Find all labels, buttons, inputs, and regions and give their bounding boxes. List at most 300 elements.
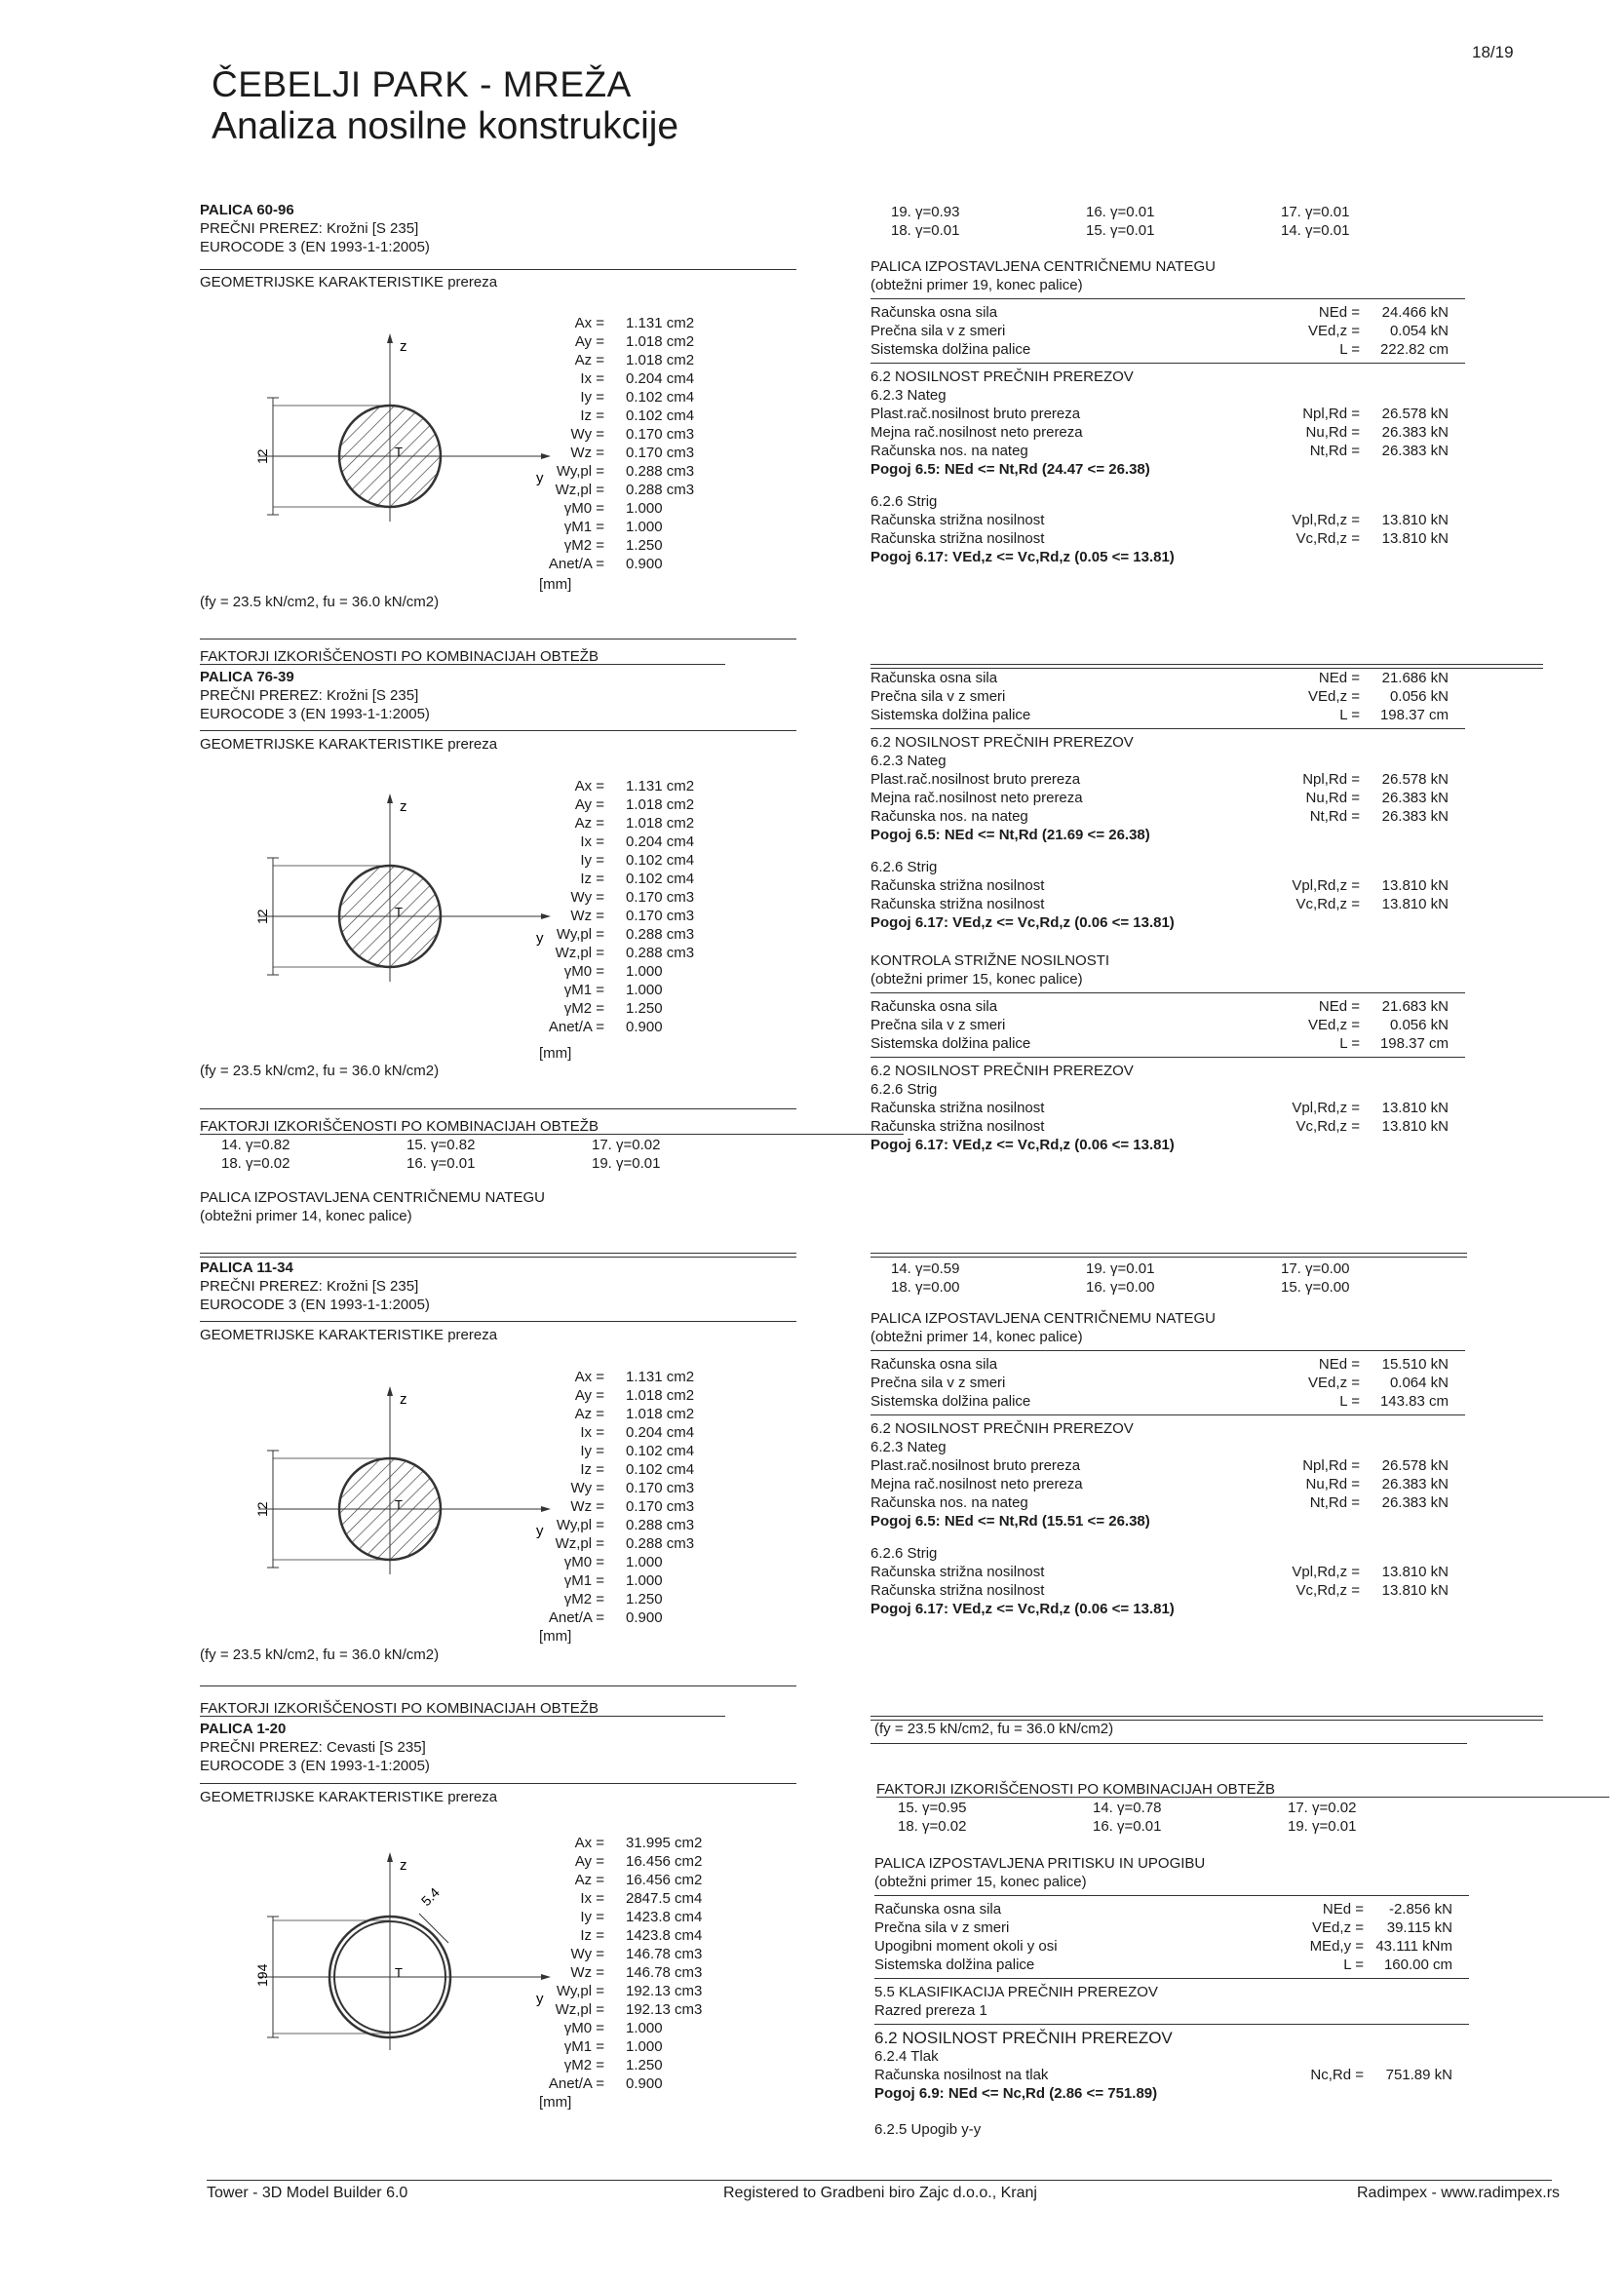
property-value: 1.000: [626, 2020, 663, 2036]
divider: [200, 1685, 796, 1686]
material-strength: (fy = 23.5 kN/cm2, fu = 36.0 kN/cm2): [200, 594, 440, 610]
case-title: PALICA IZPOSTAVLJENA CENTRIČNEMU NATEGU: [200, 1189, 545, 1206]
property-key: Ix =: [580, 370, 604, 387]
property-value: 1.018 cm2: [626, 796, 695, 813]
axis-y-label: y: [536, 1523, 544, 1539]
case-subtitle: (obtežni primer 14, konec palice): [870, 1329, 1083, 1345]
property-row: [531, 907, 743, 925]
result-symbol: NEd =: [1318, 998, 1360, 1015]
result-value: 26.383 kN: [1381, 1494, 1449, 1511]
result-value: 13.810 kN: [1381, 530, 1449, 547]
property-row: [531, 499, 743, 518]
result-value: 13.810 kN: [1381, 512, 1449, 528]
property-key: Ix =: [580, 1890, 604, 1907]
divider: [870, 728, 1465, 729]
property-key: Wy =: [570, 426, 604, 443]
result-symbol: VEd,z =: [1308, 323, 1360, 339]
result-label: Računska osna sila: [870, 670, 998, 686]
result-row: [870, 1392, 1465, 1411]
property-row: [531, 369, 743, 388]
divider: [870, 1057, 1465, 1058]
result-label: Sistemska dolžina palice: [870, 707, 1031, 723]
property-value: 1.018 cm2: [626, 333, 695, 350]
property-value: 0.170 cm3: [626, 1498, 695, 1515]
property-row: [531, 1405, 743, 1423]
section-palica-11-34: [200, 1259, 430, 1314]
utilization-factor: 14. γ=0.82: [221, 1137, 290, 1153]
result-symbol: Vc,Rd,z =: [1295, 1582, 1360, 1599]
property-row: [531, 1553, 743, 1571]
result-value: 26.383 kN: [1381, 790, 1449, 806]
property-key: Ax =: [574, 1835, 604, 1851]
property-row: [531, 1908, 743, 1926]
property-value: 1423.8 cm4: [626, 1909, 703, 1925]
utilization-factor: 19. γ=0.01: [1086, 1260, 1155, 1277]
property-value: 192.13 cm3: [626, 1983, 703, 1999]
footer-registration: Registered to Gradbeni biro Zajc d.o.o., Kranj: [723, 2185, 1037, 2201]
result-value: -2.856 kN: [1388, 1901, 1452, 1918]
result-row: [870, 529, 1465, 548]
property-key: Wy,pl =: [556, 926, 604, 943]
result-row: [870, 1563, 1465, 1581]
result-row: [870, 876, 1465, 895]
property-key: Ax =: [574, 1369, 604, 1385]
axis-z-label: z: [400, 798, 407, 815]
divider: [200, 1253, 796, 1258]
result-symbol: Nu,Rd =: [1305, 1476, 1360, 1492]
property-key: γM2 =: [563, 1591, 604, 1608]
property-value: 0.900: [626, 1019, 663, 1035]
result-value: 751.89 kN: [1385, 2067, 1452, 2083]
property-row: [531, 462, 743, 481]
section-title: PALICA 76-39: [200, 669, 294, 685]
property-key: γM0 =: [563, 1554, 604, 1570]
case-title: PALICA IZPOSTAVLJENA PRITISKU IN UPOGIBU: [874, 1855, 1206, 1872]
result-value: 26.383 kN: [1381, 808, 1449, 825]
result-symbol: NEd =: [1318, 670, 1360, 686]
utilization-factor: 19. γ=0.01: [1288, 1818, 1357, 1835]
property-row: [531, 944, 743, 962]
property-row: [531, 2000, 743, 2019]
property-key: γM2 =: [563, 1000, 604, 1017]
result-row: [870, 322, 1465, 340]
property-value: 0.170 cm3: [626, 445, 695, 461]
result-value: 26.578 kN: [1381, 1457, 1449, 1474]
property-row: [531, 1423, 743, 1442]
property-row: [531, 1442, 743, 1460]
result-row: [870, 1117, 1465, 1136]
property-value: 146.78 cm3: [626, 1964, 703, 1981]
property-key: Az =: [574, 352, 604, 368]
property-value: 146.78 cm3: [626, 1946, 703, 1962]
property-value: 1.018 cm2: [626, 1406, 695, 1422]
page-number: 18/19: [1472, 43, 1514, 61]
property-value: 0.102 cm4: [626, 1443, 695, 1459]
result-label: Mejna rač.nosilnost neto prereza: [870, 1476, 1083, 1492]
utilization-factors: [200, 1117, 777, 1225]
property-row: [531, 425, 743, 444]
section-title: PALICA 11-34: [200, 1259, 293, 1276]
result-value: 39.115 kN: [1386, 1919, 1452, 1936]
result-value: 13.810 kN: [1381, 1564, 1449, 1580]
property-key: γM1 =: [563, 519, 604, 535]
property-key: Ax =: [574, 315, 604, 331]
result-label: Računska osna sila: [870, 998, 998, 1015]
result-symbol: NEd =: [1318, 304, 1360, 321]
section-title: PALICA 1-20: [200, 1721, 287, 1737]
property-value: 0.288 cm3: [626, 463, 695, 480]
property-key: Anet/A =: [548, 2075, 604, 2092]
property-row: [531, 555, 743, 573]
property-value: 1.018 cm2: [626, 352, 695, 368]
property-row: [531, 332, 743, 351]
section-class: Razred prereza 1: [874, 2002, 987, 2019]
result-value: 13.810 kN: [1381, 896, 1449, 912]
result-row: [870, 770, 1465, 789]
result-row: [874, 1956, 1469, 1974]
cross-section-line: PREČNI PREREZ: Krožni [S 235]: [200, 1278, 419, 1295]
property-value: 31.995 cm2: [626, 1835, 703, 1851]
utilization-factor: 19. γ=0.93: [891, 204, 960, 220]
chapter-62: 6.2 NOSILNOST PREČNIH PREREZOV: [870, 734, 1134, 751]
property-value: 1.000: [626, 519, 663, 535]
section-figure: [234, 1384, 556, 1579]
result-row: [874, 1900, 1469, 1918]
property-value: 0.102 cm4: [626, 871, 695, 887]
property-row: [531, 1497, 743, 1516]
condition-65: Pogoj 6.5: NEd <= Nt,Rd (24.47 <= 26.38): [870, 461, 1150, 478]
property-value: 0.288 cm3: [626, 945, 695, 961]
property-key: γM1 =: [563, 982, 604, 998]
section-title: PALICA 60-96: [200, 202, 294, 218]
property-value: 0.102 cm4: [626, 389, 695, 406]
result-value: 15.510 kN: [1381, 1356, 1449, 1373]
result-label: Računska strižna nosilnost: [870, 512, 1045, 528]
property-row: [531, 2056, 743, 2074]
result-value: 198.37 cm: [1379, 707, 1449, 723]
property-row: [531, 870, 743, 888]
result-label: Računska osna sila: [874, 1901, 1002, 1918]
result-label: Upogibni moment okoli y osi: [874, 1938, 1058, 1955]
property-row: [531, 407, 743, 425]
result-value: 13.810 kN: [1381, 1118, 1449, 1135]
property-value: 2847.5 cm4: [626, 1890, 703, 1907]
property-row: [531, 1516, 743, 1534]
utilization-factor: 16. γ=0.01: [1086, 204, 1155, 220]
utilization-factor: 19. γ=0.01: [592, 1155, 661, 1172]
property-row: [531, 999, 743, 1018]
result-symbol: Npl,Rd =: [1302, 406, 1360, 422]
section-properties: [531, 777, 743, 1036]
result-symbol: NEd =: [1322, 1901, 1364, 1918]
divider: [870, 1350, 1465, 1351]
property-key: Iy =: [580, 852, 604, 869]
result-value: 21.686 kN: [1381, 670, 1449, 686]
property-row: [531, 981, 743, 999]
result-symbol: Vpl,Rd,z =: [1292, 877, 1360, 894]
result-value: 21.683 kN: [1381, 998, 1449, 1015]
condition-617: Pogoj 6.17: VEd,z <= Vc,Rd,z (0.05 <= 13.81): [870, 549, 1175, 565]
property-key: Iz =: [580, 1927, 604, 1944]
divider: [870, 1414, 1465, 1415]
section-properties: [531, 314, 743, 573]
result-row: [870, 1099, 1465, 1117]
fakt-title: FAKTORJI IZKORIŠČENOSTI PO KOMBINACIJAH OBTEŽB: [200, 648, 599, 665]
property-row: [531, 1608, 743, 1627]
result-symbol: Vpl,Rd,z =: [1292, 1564, 1360, 1580]
property-row: [531, 1926, 743, 1945]
result-label: Računska nosilnost na tlak: [874, 2067, 1049, 2083]
property-row: [531, 777, 743, 795]
utilization-factor: 15. γ=0.82: [406, 1137, 476, 1153]
section-palica-60-96: [200, 201, 430, 256]
utilization-factor: 16. γ=0.00: [1086, 1279, 1155, 1296]
property-row: [531, 833, 743, 851]
result-row: [870, 1493, 1465, 1512]
property-row: [531, 1534, 743, 1553]
result-row: [870, 1016, 1465, 1034]
material-strength: (fy = 23.5 kN/cm2, fu = 36.0 kN/cm2): [200, 1647, 440, 1663]
divider: [870, 298, 1465, 299]
property-row: [531, 1834, 743, 1852]
property-row: [531, 888, 743, 907]
fakt-title: FAKTORJI IZKORIŠČENOSTI PO KOMBINACIJAH OBTEŽB: [876, 1780, 1483, 1799]
shear-check-subtitle: (obtežni primer 15, konec palice): [870, 971, 1083, 988]
property-row: [531, 444, 743, 462]
property-row: [531, 2037, 743, 2056]
axis-y-label: y: [536, 930, 544, 947]
utilization-title: [200, 647, 599, 666]
utilization-factors: [887, 203, 1476, 240]
axis-z-label: z: [400, 1857, 407, 1874]
property-key: Iy =: [580, 1443, 604, 1459]
axis-z-label: z: [400, 338, 407, 355]
result-symbol: L =: [1339, 1035, 1360, 1052]
condition-69: Pogoj 6.9: NEd <= Nc,Rd (2.86 <= 751.89): [874, 2085, 1158, 2102]
result-row: [870, 1456, 1465, 1475]
property-value: 1.000: [626, 500, 663, 517]
property-key: Wy,pl =: [556, 1517, 604, 1533]
result-row: [870, 706, 1465, 724]
property-row: [531, 1368, 743, 1386]
property-row: [531, 1945, 743, 1963]
divider: [200, 1783, 796, 1784]
result-label: Mejna rač.nosilnost neto prereza: [870, 790, 1083, 806]
result-value: 198.37 cm: [1379, 1035, 1449, 1052]
result-symbol: VEd,z =: [1312, 1919, 1364, 1936]
condition-65: Pogoj 6.5: NEd <= Nt,Rd (15.51 <= 26.38): [870, 1513, 1150, 1530]
result-row: [870, 807, 1465, 826]
utilization-factor: 17. γ=0.00: [1281, 1260, 1350, 1277]
result-row: [870, 1581, 1465, 1600]
property-key: Wz =: [570, 445, 604, 461]
utilization-factor: 15. γ=0.00: [1281, 1279, 1350, 1296]
property-value: 0.288 cm3: [626, 482, 695, 498]
geometry-title: GEOMETRIJSKE KARAKTERISTIKE prereza: [200, 1789, 498, 1805]
centroid-label: T: [395, 445, 403, 459]
divider: [200, 269, 796, 270]
shear-check-title: KONTROLA STRIŽNE NOSILNOSTI: [870, 952, 1110, 969]
property-row: [531, 2019, 743, 2037]
gk-block: [200, 273, 497, 291]
utilization-factor: 14. γ=0.01: [1281, 222, 1350, 239]
centroid-label: T: [395, 905, 403, 919]
property-value: 192.13 cm3: [626, 2001, 703, 2018]
result-label: Plast.rač.nosilnost bruto prereza: [870, 1457, 1081, 1474]
result-value: 143.83 cm: [1379, 1393, 1449, 1410]
property-key: Wz =: [570, 1964, 604, 1981]
unit-mm: [mm]: [539, 2094, 572, 2111]
divider: [870, 363, 1465, 364]
property-value: 0.170 cm3: [626, 1480, 695, 1496]
results-palica-76-39: [870, 669, 1465, 1154]
utilization-factor: 16. γ=0.01: [1093, 1818, 1162, 1835]
property-key: Anet/A =: [548, 1609, 604, 1626]
property-row: [531, 351, 743, 369]
property-value: 0.288 cm3: [626, 926, 695, 943]
result-label: Plast.rač.nosilnost bruto prereza: [870, 771, 1081, 788]
property-key: γM0 =: [563, 2020, 604, 2036]
result-label: Računska nos. na nateg: [870, 443, 1028, 459]
unit-mm: [mm]: [539, 1628, 572, 1645]
result-label: Računska strižna nosilnost: [870, 1118, 1045, 1135]
eurocode-line: EUROCODE 3 (EN 1993-1-1:2005): [200, 706, 430, 722]
result-value: 160.00 cm: [1383, 1957, 1452, 1973]
case-title: PALICA IZPOSTAVLJENA CENTRIČNEMU NATEGU: [870, 258, 1216, 275]
chapter-62: 6.2 NOSILNOST PREČNIH PREREZOV: [870, 1420, 1134, 1437]
divider: [200, 730, 796, 731]
result-label: Računska strižna nosilnost: [870, 896, 1045, 912]
chapter-623: 6.2.3 Nateg: [870, 1439, 947, 1455]
property-key: Iy =: [580, 389, 604, 406]
chapter-626: 6.2.6 Strig: [870, 859, 938, 875]
chapter-62: 6.2 NOSILNOST PREČNIH PREREZOV: [870, 368, 1134, 385]
property-key: Ix =: [580, 1424, 604, 1441]
result-symbol: VEd,z =: [1308, 1017, 1360, 1033]
result-label: Računska nos. na nateg: [870, 1494, 1028, 1511]
result-symbol: Vc,Rd,z =: [1295, 530, 1360, 547]
property-key: Az =: [574, 815, 604, 832]
result-symbol: Nt,Rd =: [1309, 1494, 1360, 1511]
chapter-626: 6.2.6 Strig: [870, 493, 938, 510]
gk-block: [200, 735, 497, 754]
divider: [870, 992, 1465, 993]
result-label: Sistemska dolžina palice: [874, 1957, 1035, 1973]
page-subtitle: Analiza nosilne konstrukcije: [212, 105, 679, 147]
result-symbol: Vc,Rd,z =: [1295, 1118, 1360, 1135]
property-value: 16.456 cm2: [626, 1872, 703, 1888]
page-title: ČEBELJI PARK - MREŽA: [212, 64, 632, 104]
results-palica-1-20: [874, 1854, 1469, 2139]
axis-y-label: y: [536, 470, 544, 486]
result-symbol: Npl,Rd =: [1302, 771, 1360, 788]
property-value: 1.000: [626, 1554, 663, 1570]
property-key: γM0 =: [563, 963, 604, 980]
centroid-label: T: [395, 1965, 403, 1980]
property-value: 0.204 cm4: [626, 1424, 695, 1441]
utilization-factors: [876, 1780, 1483, 1836]
section-palica-1-20: [200, 1720, 430, 1775]
result-symbol: L =: [1339, 1393, 1360, 1410]
property-key: Wz,pl =: [555, 1535, 604, 1552]
condition-65: Pogoj 6.5: NEd <= Nt,Rd (21.69 <= 26.38): [870, 827, 1150, 843]
property-key: Ix =: [580, 833, 604, 850]
divider: [874, 1978, 1469, 1979]
property-row: [531, 1871, 743, 1889]
property-value: 0.204 cm4: [626, 370, 695, 387]
result-label: Računska osna sila: [870, 304, 998, 321]
property-key: Ax =: [574, 778, 604, 794]
dimension-label: 12: [254, 909, 270, 924]
property-key: Anet/A =: [548, 556, 604, 572]
property-row: [531, 962, 743, 981]
chapter-626: 6.2.6 Strig: [870, 1081, 938, 1098]
geometry-title: GEOMETRIJSKE KARAKTERISTIKE prereza: [200, 1327, 498, 1343]
chapter-62: 6.2 NOSILNOST PREČNIH PREREZOV: [870, 1063, 1134, 1079]
result-label: Prečna sila v z smeri: [870, 1017, 1006, 1033]
utilization-factors: [887, 1259, 1476, 1297]
property-key: Az =: [574, 1872, 604, 1888]
unit-mm: [mm]: [539, 576, 572, 593]
result-symbol: Vpl,Rd,z =: [1292, 512, 1360, 528]
footer-divider: [207, 2180, 1552, 2181]
property-value: 0.170 cm3: [626, 426, 695, 443]
result-row: [870, 405, 1465, 423]
result-row: [870, 789, 1465, 807]
utilization-factor: 18. γ=0.02: [221, 1155, 290, 1172]
divider: [874, 1895, 1469, 1896]
utilization-factor: 17. γ=0.02: [1288, 1800, 1357, 1816]
section-properties: [531, 1834, 743, 2093]
result-value: 13.810 kN: [1381, 877, 1449, 894]
unit-mm: [mm]: [539, 1045, 572, 1062]
property-value: 1.131 cm2: [626, 1369, 695, 1385]
property-key: Wy =: [570, 889, 604, 906]
result-value: 26.383 kN: [1381, 443, 1449, 459]
axis-y-label: y: [536, 1991, 544, 2007]
result-symbol: L =: [1339, 341, 1360, 358]
eurocode-line: EUROCODE 3 (EN 1993-1-1:2005): [200, 1758, 430, 1774]
result-symbol: VEd,z =: [1308, 688, 1360, 705]
property-key: Wz =: [570, 1498, 604, 1515]
result-symbol: NEd =: [1318, 1356, 1360, 1373]
section-properties: [531, 1368, 743, 1627]
case-subtitle: (obtežni primer 15, konec palice): [874, 1874, 1087, 1890]
property-value: 1.000: [626, 1572, 663, 1589]
property-key: γM2 =: [563, 537, 604, 554]
chapter-623: 6.2.3 Nateg: [870, 387, 947, 404]
geometry-title: GEOMETRIJSKE KARAKTERISTIKE prereza: [200, 274, 498, 291]
property-key: γM0 =: [563, 500, 604, 517]
property-row: [531, 1018, 743, 1036]
section-figure: [234, 331, 556, 526]
result-symbol: Nt,Rd =: [1309, 808, 1360, 825]
utilization-factor: 16. γ=0.01: [406, 1155, 476, 1172]
utilization-title: [200, 1699, 599, 1718]
gk-block: [200, 1326, 497, 1344]
thickness-label: 5.4: [417, 1884, 443, 1910]
result-symbol: Nt,Rd =: [1309, 443, 1360, 459]
property-key: Wy =: [570, 1480, 604, 1496]
utilization-factor: 15. γ=0.01: [1086, 222, 1155, 239]
result-label: Prečna sila v z smeri: [870, 323, 1006, 339]
result-row: [874, 1937, 1469, 1956]
material-strength: (fy = 23.5 kN/cm2, fu = 36.0 kN/cm2): [200, 1063, 440, 1079]
utilization-factor: 18. γ=0.01: [891, 222, 960, 239]
property-row: [531, 814, 743, 833]
result-symbol: L =: [1343, 1957, 1364, 1973]
property-value: 1.250: [626, 537, 663, 554]
